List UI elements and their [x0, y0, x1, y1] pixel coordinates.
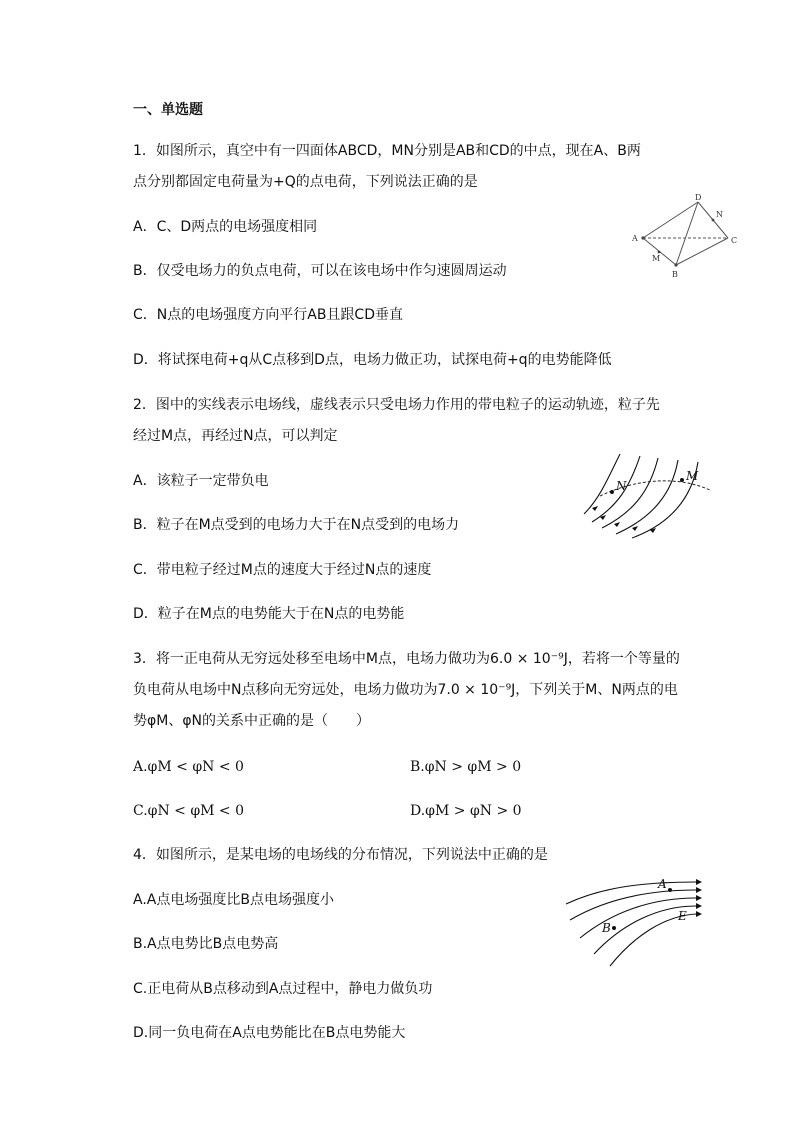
q1-stem-line1: 1．如图所示，真空中有一四面体ABCD，MN分别是AB和CD的中点，现在A、B两: [133, 143, 641, 159]
q4-option-d: D.同一负电荷在A点电势能比在B点电势能大: [133, 1025, 406, 1041]
q3-option-b: B.φN > φM > 0: [410, 759, 522, 775]
q1-option-a: A．C、D两点的电场强度相同: [133, 219, 318, 235]
q4-fig-label-e: E: [678, 909, 687, 923]
q3-option-a: A.φM < φN < 0: [133, 759, 244, 775]
q2-field-lines-figure: [578, 448, 718, 540]
q4-fig-label-b: B: [602, 921, 611, 935]
q1-option-d: D．将试探电荷+q从C点移到D点，电场力做正功，试探电荷+q的电势能降低: [133, 352, 612, 368]
q3-stem-line2: 负电荷从电场中N点移向无穷远处，电场力做功为7.0 × 10⁻⁹J，下列关于M、N两点的电: [133, 682, 678, 698]
q2-option-a: A．该粒子一定带负电: [133, 473, 269, 489]
q1-stem-line2: 点分别都固定电荷量为+Q的点电荷，下列说法正确的是: [133, 174, 478, 190]
q2-option-d: D．粒子在M点的电势能大于在N点的电势能: [133, 606, 405, 622]
q1-fig-label-a: A: [632, 234, 638, 243]
q1-tetrahedron-figure: [628, 190, 746, 282]
q1-fig-label-n: N: [716, 210, 723, 219]
q1-fig-label-b: B: [672, 270, 678, 279]
q3-option-d: D.φM > φN > 0: [410, 803, 522, 819]
q1-fig-label-m: M: [652, 254, 661, 263]
q1-option-b: B．仅受电场力的负点电荷，可以在该电场中作匀速圆周运动: [133, 263, 507, 279]
q4-fig-label-a: A: [658, 877, 667, 891]
q4-option-c: C.正电荷从B点移动到A点过程中，静电力做负功: [133, 981, 433, 997]
q3-stem-line3: 势φM、φN的关系中正确的是（ ）: [133, 713, 371, 729]
q1-fig-label-c: C: [731, 236, 738, 245]
q1-fig-label-d: D: [695, 193, 702, 202]
q4-option-b: B.A点电势比B点电势高: [133, 936, 279, 952]
q4-field-lines-figure: [560, 876, 702, 968]
q4-option-a: A.A点电场强度比B点电场强度小: [133, 892, 334, 908]
q2-stem-line2: 经过M点，再经过N点，可以判定: [133, 428, 338, 444]
section-title: 一、单选题: [133, 102, 203, 118]
q2-option-b: B．粒子在M点受到的电场力大于在N点受到的电场力: [133, 517, 460, 533]
q4-stem-line1: 4．如图所示，是某电场的电场线的分布情况，下列说法中正确的是: [133, 847, 548, 863]
q3-stem-line1: 3．将一正电荷从无穷远处移至电场中M点，电场力做功为6.0 × 10⁻⁹J，若将一个等量的: [133, 651, 680, 667]
q1-option-c: C．N点的电场强度方向平行AB且跟CD垂直: [133, 307, 403, 323]
q2-stem-line1: 2．图中的实线表示电场线，虚线表示只受电场力作用的带电粒子的运动轨迹，粒子先: [133, 397, 660, 413]
q3-option-c: C.φN < φM < 0: [133, 803, 245, 819]
q2-fig-label-m: M: [686, 469, 699, 483]
q2-fig-label-n: N: [616, 479, 627, 493]
q2-option-c: C．带电粒子经过M点的速度大于经过N点的速度: [133, 562, 432, 578]
